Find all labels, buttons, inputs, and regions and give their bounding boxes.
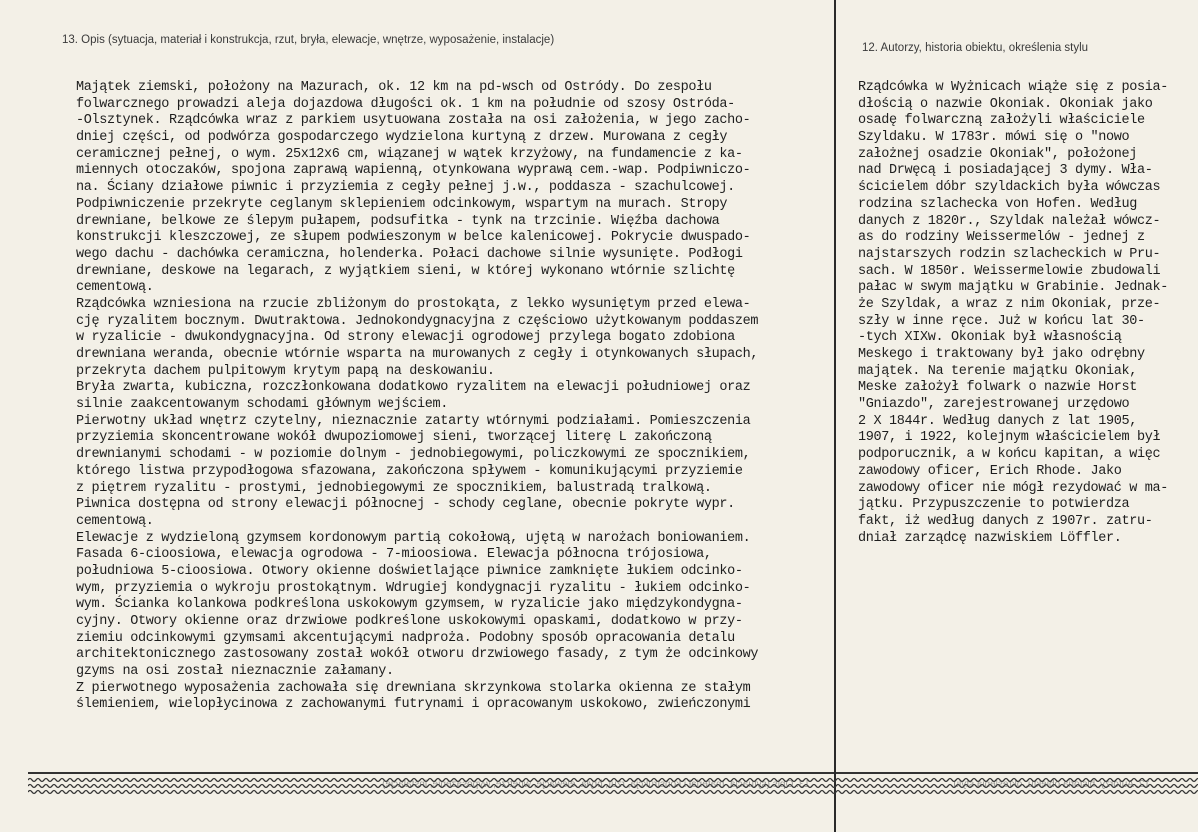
description-line: Majątek ziemski, położony na Mazurach, ok. 12 km na pd-wsch od Ostródy. Do zespołu	[76, 80, 712, 95]
description-line: Fasada 6-cioosiowa, elewacja ogrodowa - 7-mioosiowa. Elewacja północna trójosiowa,	[76, 547, 712, 563]
description-line: wym. Ścianka kolankowa podkreślona uskokowym gzymsem, w ryzalicie jako międzykondygna-	[76, 597, 743, 613]
history-line: dłością o nazwie Okoniak. Okoniak jako	[858, 96, 1153, 112]
description-line: miennych otoczaków, spojona zaprawą wapienną, otynkowana wyprawą cem.-wap. Podpiwniczo-	[76, 163, 751, 179]
column-divider	[834, 0, 836, 832]
description-line: Elewacje z wydzieloną gzymsem kordonowym partią cokołową, ujętą w narożach boniowaniem.	[76, 530, 751, 546]
history-line: założnej osadzie Okoniak", położonej	[858, 146, 1138, 162]
description-line: wego dachu - dachówka ceramiczna, holenderka. Połaci dachowe silnie wysunięte. Podłogi	[76, 246, 743, 262]
history-line: 1907, i 1922, kolejnym właścicielem był	[858, 430, 1161, 446]
history-line: ścicielem dóbr szyldackich była wówczas	[858, 180, 1161, 196]
description-line: z piętrem ryzalitu - prostymi, jednobiegowymi ze spocznikiem, balustradą tralkową.	[76, 480, 712, 496]
bottom-rule-left	[28, 772, 834, 774]
bleed-through-text-left: 13. Opis (sytuacja, materiał i konstrukcja, rzut, bryła, elewacje, wnętrze, wyposażenie, instalacje)	[382, 779, 810, 790]
history-column	[858, 80, 1188, 547]
description-line: cementową.	[76, 513, 154, 529]
history-line: sach. W 1850r. Weissermelowie zbudowali	[858, 263, 1161, 279]
section-13-header: 13. Opis (sytuacja, materiał i konstrukcja, rzut, bryła, elewacje, wnętrze, wyposażenie, instalacje)	[62, 34, 555, 46]
description-line: Rządcówka wzniesiona na rzucie zbliżonym do prostokąta, z lekko wysuniętym przed elewa-	[76, 296, 751, 312]
history-line: Meske założył folwark o nazwie Horst	[858, 380, 1138, 396]
description-line: -Olsztynek. Rządcówka wraz z parkiem usytuowana została na osi założenia, w jego zacho-	[76, 113, 751, 129]
description-line: dniej części, od podwórza gospodarczego wydzielona kurtyną z drzew. Murowana z cegły	[76, 130, 728, 146]
description-line: silnie zaakcentowanym schodami głównym wejściem.	[76, 397, 449, 413]
history-line: -tych XIXw. Okoniak był własnością	[858, 330, 1122, 346]
history-line: fakt, iż według danych z 1907r. zatru-	[858, 513, 1153, 529]
description-line: ziemiu odcinkowymi gzymsami akcentującymi nadproża. Podobny sposób opracowania detalu	[76, 630, 735, 646]
history-line: 2 X 1844r. Według danych z lat 1905,	[858, 413, 1138, 429]
history-line: zawodowy oficer nie mógł rezydować w ma-	[858, 480, 1169, 496]
description-line: folwarcznego prowadzi aleja dojazdowa długości ok. 1 km na południe od szosy Ostróda-	[76, 96, 735, 112]
description-line: Podpiwniczenie przekryte ceglanym sklepieniem odcinkowym, wspartym na murach. Stropy	[76, 196, 728, 212]
history-line: nad Drwęcą i posiadającej 3 dymy. Wła-	[858, 163, 1153, 179]
history-line: osadę folwarczną założyli właściciele	[858, 113, 1145, 129]
bottom-rule-right	[836, 772, 1198, 774]
history-line: Rządcówka w Wyżnicach wiąże się z posia-	[858, 80, 1169, 95]
history-line: pałac w swym majątku w Grabinie. Jednak-	[858, 280, 1169, 296]
description-line: cementową.	[76, 280, 154, 296]
history-line: najstarszych rodzin szlacheckich w Pru-	[858, 246, 1161, 262]
description-line: cję ryzalitem bocznym. Dwutraktowa. Jednokondygnacyjna z częściowo użytkowanym poddaszem	[76, 313, 759, 329]
description-line: południowa 5-cioosiowa. Otwory okienne doświetlające piwnice zamknięte łukiem odcinko-	[76, 563, 743, 579]
description-line: konstrukcji kleszczowej, ze słupem podwieszonym w belce kalenicowej. Pokrycie dwuspado-	[76, 230, 751, 246]
history-line: as do rodziny Weissermelów - jednej z	[858, 230, 1145, 246]
history-line: Szyldaku. W 1783r. mówi się o "nowo	[858, 130, 1130, 146]
description-line: ślemieniem, wielopłycinowa z zachowanymi futrynami i opracowanym uskokowo, zwieńczonymi	[76, 697, 751, 713]
description-line: gzyms na osi został nieznacznie załamany.	[76, 664, 394, 680]
description-line: ceramicznej pełnej, o wym. 25x12x6 cm, wiązanej w wątek krzyżowy, na fundamencie z ka-	[76, 146, 743, 162]
description-line: Pierwotny układ wnętrz czytelny, nieznacznie zatarty wtórnymi podziałami. Pomieszczenia	[76, 413, 751, 429]
history-line: podporucznik, a w końcu kapitan, a więc	[858, 447, 1161, 463]
description-line: architektonicznego zastosowany został wokół otworu drzwiowego fasady, z tym że odcinkowy	[76, 647, 759, 663]
description-line: drewniane, belkowe ze ślepym pułapem, podsufitka - tynk na trzcinie. Więźba dachowa	[76, 213, 720, 229]
description-line: cyjny. Otwory okienne oraz drzwiowe podkreślone uskokowymi opaskami, dodatkowo w przy-	[76, 614, 743, 629]
description-line: drewniane, deskowe na legarach, z wyjątkiem sieni, w której wykonano wtórnie szlichtę	[76, 263, 735, 279]
history-line: zawodowy oficer, Erich Rhode. Jako	[858, 463, 1122, 479]
description-line: na. Ściany działowe piwnic i przyziemia z cegły pełnej j.w., poddasza - szachulcowej.	[76, 180, 735, 196]
history-line: danych z 1820r., Szyldak należał wówcz-	[858, 213, 1161, 229]
description-line: którego listwa przypodłogowa sfazowana, zakończona spływem - komunikującymi przyziemie	[76, 463, 743, 479]
history-line: jątku. Przypuszczenie to potwierdza	[858, 497, 1130, 513]
description-line: przyziemia skoncentrowane wokół dwupoziomowej sieni, tworzącej literę L zakończoną	[76, 430, 712, 446]
description-line: drewnianymi schodami - w poziomie dolnym - jednobiegowymi, policzkowymi ze spocznikiem,	[76, 447, 751, 463]
description-line: drewniana weranda, obecnie wtórnie wsparta na murowanych z cegły i otynkowanych słupach,	[76, 347, 759, 362]
history-line: szły w inne ręce. Już w końcu lat 30-	[858, 313, 1145, 329]
description-line: wym, przyziemia o wykroju prostokątnym. Wdrugiej kondygnacji ryzalitu - łukiem odcinko-	[76, 580, 751, 596]
description-line: Bryła zwarta, kubiczna, rozczłonkowana dodatkowo ryzalitem na elewacji południowej oraz	[76, 380, 751, 396]
history-line: "Gniazdo", zarejestrowanej urzędowo	[858, 397, 1130, 413]
description-line: Z pierwotnego wyposażenia zachowała się drewniana skrzynkowa stolarka okienna ze stałym	[76, 680, 751, 696]
description-line: przekryta dachem pulpitowym krytym papą na deskowaniu.	[76, 363, 495, 379]
history-line: rodzina szlachecka von Hofen. Według	[858, 196, 1138, 212]
description-line: Piwnica dostępna od strony elewacji północnej - schody ceglane, obecnie pokryte wypr.	[76, 497, 735, 513]
bleed-through-text-right: 12. Autorzy, historia obiektu, określenia stylu	[953, 779, 1150, 790]
section-12-header: 12. Autorzy, historia obiektu, określenia stylu	[862, 42, 1089, 54]
history-line: że Szyldak, a wraz z nim Okoniak, prze-	[858, 296, 1161, 312]
history-line: Meskego i traktowany był jako odrębny	[858, 347, 1145, 362]
history-line: majątek. Na terenie majątku Okoniak,	[858, 363, 1138, 379]
description-line: w ryzalicie - dwukondygnacyjna. Od strony elewacji ogrodowej przylega bogato zdobiona	[76, 330, 735, 346]
description-column	[76, 80, 834, 714]
history-line: dniał zarządcę nazwiskiem Löffler.	[858, 530, 1122, 546]
